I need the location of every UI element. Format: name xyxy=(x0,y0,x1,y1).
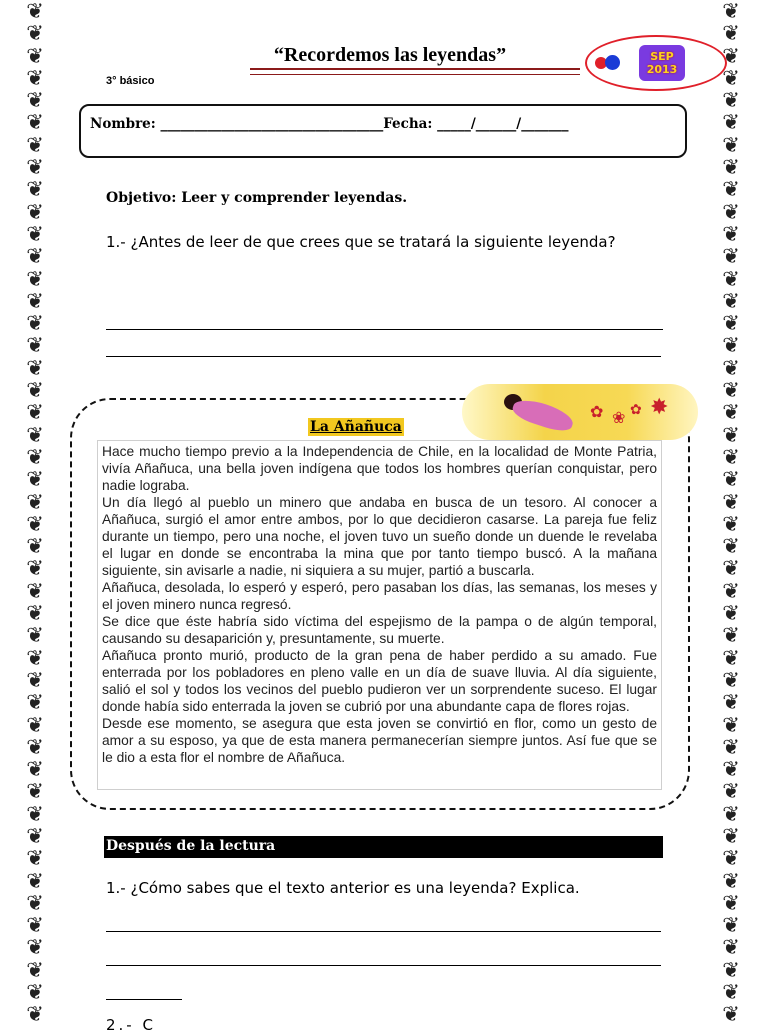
floral-ornament-icon: ❦ xyxy=(722,1002,740,1024)
floral-ornament-icon: ❦ xyxy=(26,155,44,180)
floral-ornament-icon: ❦ xyxy=(722,378,740,403)
floral-ornament-icon: ❦ xyxy=(722,623,740,648)
floral-ornament-icon: ❦ xyxy=(722,957,740,982)
floral-ornament-icon: ❦ xyxy=(26,534,44,559)
floral-ornament-icon: ❦ xyxy=(722,645,740,670)
floral-ornament-icon: ❦ xyxy=(722,980,740,1005)
floral-ornament-icon: ❦ xyxy=(26,444,44,469)
floral-ornament-icon: ❦ xyxy=(722,177,740,202)
floral-ornament-icon: ❦ xyxy=(26,199,44,224)
floral-ornament-icon: ❦ xyxy=(722,890,740,915)
floral-ornament-icon: ❦ xyxy=(26,801,44,826)
floral-ornament-icon: ❦ xyxy=(722,288,740,313)
floral-ornament-icon: ❦ xyxy=(722,355,740,380)
sep-logo xyxy=(585,35,727,91)
floral-ornament-icon: ❦ xyxy=(26,288,44,313)
floral-ornament-icon: ❦ xyxy=(722,757,740,782)
floral-ornament-icon: ❦ xyxy=(26,400,44,425)
floral-ornament-icon: ❦ xyxy=(722,21,740,46)
floral-ornament-icon: ❦ xyxy=(722,779,740,804)
answer-line[interactable] xyxy=(106,356,661,357)
floral-ornament-icon: ❦ xyxy=(722,801,740,826)
floral-ornament-icon: ❦ xyxy=(722,556,740,581)
floral-ornament-icon: ❦ xyxy=(722,333,740,358)
floral-ornament-icon: ❦ xyxy=(722,690,740,715)
floral-ornament-icon: ❦ xyxy=(722,132,740,157)
floral-ornament-icon: ❦ xyxy=(722,311,740,336)
flower-icon: ✿ xyxy=(590,402,604,421)
floral-ornament-icon: ❦ xyxy=(26,667,44,692)
right-ornamental-border xyxy=(718,0,744,1024)
floral-ornament-icon: ❦ xyxy=(722,422,740,447)
after-reading-question-2: 2.- C xyxy=(106,1016,156,1034)
floral-ornament-icon: ❦ xyxy=(722,489,740,514)
floral-ornament-icon: ❦ xyxy=(26,890,44,915)
answer-line[interactable] xyxy=(106,329,663,330)
floral-ornament-icon: ❦ xyxy=(722,88,740,113)
floral-ornament-icon: ❦ xyxy=(722,467,740,492)
floral-ornament-icon: ❦ xyxy=(722,199,740,224)
floral-ornament-icon: ❦ xyxy=(722,913,740,938)
flower-icon: ❀ xyxy=(612,408,626,427)
story-text-box xyxy=(97,440,662,790)
floral-ornament-icon: ❦ xyxy=(722,244,740,269)
floral-ornament-icon: ❦ xyxy=(722,65,740,90)
floral-ornament-icon: ❦ xyxy=(26,378,44,403)
floral-ornament-icon: ❦ xyxy=(722,712,740,737)
floral-ornament-icon: ❦ xyxy=(722,511,740,536)
floral-ornament-icon: ❦ xyxy=(26,489,44,514)
floral-ornament-icon: ❦ xyxy=(26,110,44,135)
floral-ornament-icon: ❦ xyxy=(26,266,44,291)
floral-ornament-icon: ❦ xyxy=(26,221,44,246)
grade-label: 3° básico xyxy=(106,75,155,87)
floral-ornament-icon: ❦ xyxy=(26,913,44,938)
floral-ornament-icon: ❦ xyxy=(26,467,44,492)
story-paragraph: Añañuca pronto murió, producto de la gran pena de haber perdido a su amado. Fue enterrada por los pobladores en pleno valle en un día de suave lluvia. Al día siguiente, salió el sol y todos los vecinos del pueblo pudieron ver un sorprendente suceso. El lugar donde había sido enterrada la joven se cubrió por una abundante capa de flores rojas. xyxy=(102,648,657,714)
floral-ornament-icon: ❦ xyxy=(26,645,44,670)
title-underline xyxy=(250,68,580,75)
girl-dress-icon xyxy=(510,395,576,435)
floral-ornament-icon: ❦ xyxy=(26,511,44,536)
floral-ornament-icon: ❦ xyxy=(26,244,44,269)
floral-ornament-icon: ❦ xyxy=(722,266,740,291)
logo-line-1: SEP xyxy=(650,50,674,63)
floral-ornament-icon: ❦ xyxy=(26,868,44,893)
answer-line[interactable] xyxy=(106,931,661,932)
floral-ornament-icon: ❦ xyxy=(722,0,740,23)
story-title: La Añañuca xyxy=(310,419,402,435)
floral-ornament-icon: ❦ xyxy=(26,1002,44,1024)
floral-ornament-icon: ❦ xyxy=(722,846,740,871)
floral-ornament-icon: ❦ xyxy=(26,957,44,982)
after-reading-question-1: 1.- ¿Cómo sabes que el texto anterior es una leyenda? Explica. xyxy=(106,879,580,897)
floral-ornament-icon: ❦ xyxy=(26,935,44,960)
floral-ornament-icon: ❦ xyxy=(26,623,44,648)
floral-ornament-icon: ❦ xyxy=(26,601,44,626)
blue-dot-icon xyxy=(605,55,620,70)
floral-ornament-icon: ❦ xyxy=(722,221,740,246)
answer-line[interactable] xyxy=(106,999,182,1000)
floral-ornament-icon: ❦ xyxy=(722,155,740,180)
objective: Objetivo: Leer y comprender leyendas. xyxy=(106,190,408,206)
floral-ornament-icon: ❦ xyxy=(722,400,740,425)
floral-ornament-icon: ❦ xyxy=(26,578,44,603)
floral-ornament-icon: ❦ xyxy=(26,132,44,157)
floral-ornament-icon: ❦ xyxy=(26,712,44,737)
floral-ornament-icon: ❦ xyxy=(722,110,740,135)
floral-ornament-icon: ❦ xyxy=(722,534,740,559)
floral-ornament-icon: ❦ xyxy=(26,88,44,113)
left-ornamental-border xyxy=(22,0,48,1024)
flower-icon: ✸ xyxy=(650,395,669,420)
floral-ornament-icon: ❦ xyxy=(722,444,740,469)
floral-ornament-icon: ❦ xyxy=(26,177,44,202)
floral-ornament-icon: ❦ xyxy=(26,556,44,581)
floral-ornament-icon: ❦ xyxy=(26,355,44,380)
floral-ornament-icon: ❦ xyxy=(26,734,44,759)
floral-ornament-icon: ❦ xyxy=(722,868,740,893)
floral-ornament-icon: ❦ xyxy=(26,311,44,336)
floral-ornament-icon: ❦ xyxy=(26,757,44,782)
floral-ornament-icon: ❦ xyxy=(26,846,44,871)
floral-ornament-icon: ❦ xyxy=(722,935,740,960)
logo-line-2: 2013 xyxy=(646,63,678,76)
story-paragraph: Hace mucho tiempo previo a la Independencia de Chile, en la localidad de Monte Patria, vivía Añañuca, una bella joven indígena que todos los hombres querían conquistar, pero nadie lograba. xyxy=(102,444,657,493)
story-illustration xyxy=(462,384,698,440)
floral-ornament-icon: ❦ xyxy=(722,578,740,603)
floral-ornament-icon: ❦ xyxy=(722,43,740,68)
floral-ornament-icon: ❦ xyxy=(26,779,44,804)
before-reading-question: 1.- ¿Antes de leer de que crees que se tratará la siguiente leyenda? xyxy=(106,233,616,251)
floral-ornament-icon: ❦ xyxy=(26,0,44,23)
flower-icon: ✿ xyxy=(630,402,642,418)
floral-ornament-icon: ❦ xyxy=(26,422,44,447)
floral-ornament-icon: ❦ xyxy=(26,690,44,715)
story-paragraph: Se dice que éste habría sido víctima del espejismo de la pampa o de algún temporal, causando su desaparición y, presuntamente, su muerte. xyxy=(102,614,657,646)
floral-ornament-icon: ❦ xyxy=(26,43,44,68)
story-paragraph: Añañuca, desolada, lo esperó y esperó, pero pasaban los días, las semanas, los meses y el joven minero nunca regresó. xyxy=(102,580,657,612)
floral-ornament-icon: ❦ xyxy=(26,333,44,358)
page-title: “Recordemos las leyendas” xyxy=(273,44,507,66)
floral-ornament-icon: ❦ xyxy=(722,601,740,626)
after-reading-header: Después de la lectura xyxy=(106,838,276,854)
floral-ornament-icon: ❦ xyxy=(722,823,740,848)
story-text xyxy=(102,443,657,766)
floral-ornament-icon: ❦ xyxy=(26,65,44,90)
name-date-fields[interactable]: Nombre: _________________________________Fecha: _____/______/_______ xyxy=(90,116,569,132)
floral-ornament-icon: ❦ xyxy=(26,21,44,46)
story-paragraph: Un día llegó al pueblo un minero que andaba en busca de un tesoro. Al conocer a Añañuca, surgió el amor entre ambos, por lo que decidieron casarse. La pareja fue feliz durante un tiempo, pero una noche, el joven tuvo un sueño donde un duende le revelaba el lugar en donde se encontraba la mina que por tanto tiempo buscó. A la mañana siguiente, sin avisarle a nadie, ni siquiera a su mujer, partió a buscarla. xyxy=(102,495,657,578)
floral-ornament-icon: ❦ xyxy=(722,667,740,692)
floral-ornament-icon: ❦ xyxy=(722,734,740,759)
story-paragraph: Desde ese momento, se asegura que esta joven se convirtió en flor, como un gesto de amor a su esposo, ya que de esta manera permanecerían siempre juntos. Así fue que se le dio a esta flor el nombre de Añañuca. xyxy=(102,716,657,765)
floral-ornament-icon: ❦ xyxy=(26,823,44,848)
sep-badge xyxy=(639,45,685,81)
floral-ornament-icon: ❦ xyxy=(26,980,44,1005)
answer-line[interactable] xyxy=(106,965,661,966)
